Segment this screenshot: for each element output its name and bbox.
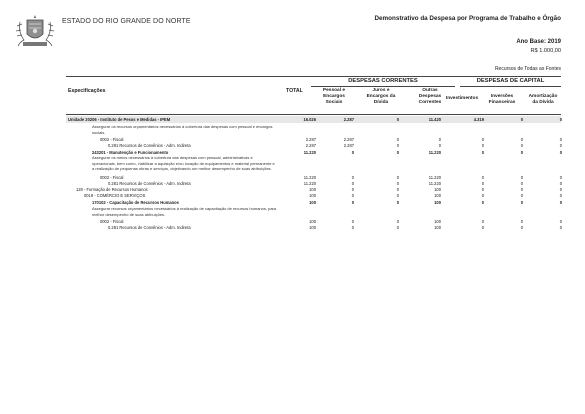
table-row: 243201 - Manutenção e Funcionamento 11.220 0 0 11.220 0 0 0: [92, 150, 562, 155]
table-row: 0002 - Fiscal 11.220 0 0 11.220 0 0 0: [100, 175, 562, 180]
table-header-rule: [66, 114, 561, 115]
table-row: 0.281 Recursos de Convênios - Adm. Indireta 11.220 0 0 11.220 0 0 0: [108, 181, 562, 186]
table-row-unit: Unidade 20206 - Instituto de Pesos e Medidas - IPEM 16.026 2.287 0 11.420 4.319 0 0: [68, 117, 562, 122]
table-row: 0.281 Recursos de Convênios - Adm. Indireta 100 0 0 100 0 0 0: [108, 225, 562, 230]
col-amort-header: Amortização da Dívida: [528, 94, 558, 106]
group-rule-current: [311, 86, 455, 87]
table-row: 0002 - Fiscal 2.287 2.287 0 0 0 0 0: [100, 137, 562, 142]
col-inv-fin-header: Inversões Financeiras: [488, 94, 516, 106]
row-label: Unidade 20206 - Instituto de Pesos e Medidas - IPEM: [68, 117, 171, 122]
table-top-rule: [66, 76, 561, 77]
table-row: 0002 - Fiscal 100 0 0 100 0 0 0: [100, 219, 562, 224]
group-rule-capital: [460, 86, 561, 87]
action-description-3: Assegurar recursos orçamentários necessários à realização de capacitação de recursos humanos, para melhor desempenho de suas atribuições.: [92, 206, 277, 217]
year-label: Ano Base: 2019: [516, 39, 561, 45]
col-pessoal-header: Pessoal e Encargos Sociais: [322, 88, 346, 106]
group-capital-header: DESPESAS DE CAPITAL: [476, 78, 545, 84]
table-row: 170102 - Capacitação de Recursos Humanos 100 0 0 100 0 0 0: [92, 200, 562, 205]
table-row: 128 - Formação de Recursos Humanos 100 0 0 100 0 0 0: [76, 187, 562, 192]
table-row: 0.281 Recursos de Convênios - Adm. Indireta 2.287 2.287 0 0 0 0 0: [108, 143, 562, 148]
state-name: ESTADO DO RIO GRANDE DO NORTE: [62, 18, 191, 25]
col-outras-header: Outras Despesas Correntes: [418, 88, 442, 106]
col-juros-header: Juros e Encargos da Dívida: [366, 88, 396, 106]
table-row: 0019 - COMÉRCIO E SERVIÇOS 100 0 0 100 0 0 0: [84, 193, 562, 198]
unit-label: R$ 1.000,00: [530, 48, 561, 54]
action-description-1: Assegurar os recursos orçamentários necessários à cobertura das despesas com pessoal e encargos sociais.: [92, 124, 273, 135]
action-description-2: Assegurar os meios necessários à cobertura das despesas com pessoal, administrativas e operacionais, bem como, viabilizar a aquisição e/ou locação de equipamentos e material permanente e a realização de pequenas obras e serviços, objetivando um melhor desempenho de suas atribuições.: [92, 155, 275, 172]
state-coat-of-arms-icon: [14, 14, 56, 50]
report-title: Demonstrativo da Despesa por Programa de Trabalho e Órgão: [374, 15, 561, 22]
sources-label: Recursos de Todas as Fontes: [494, 66, 561, 72]
col-invest-header: Investimentos: [445, 96, 479, 101]
col-spec-header: Especificações: [68, 88, 106, 94]
col-total-header: TOTAL: [286, 88, 303, 94]
group-current-header: DESPESAS CORRENTES: [348, 78, 418, 84]
